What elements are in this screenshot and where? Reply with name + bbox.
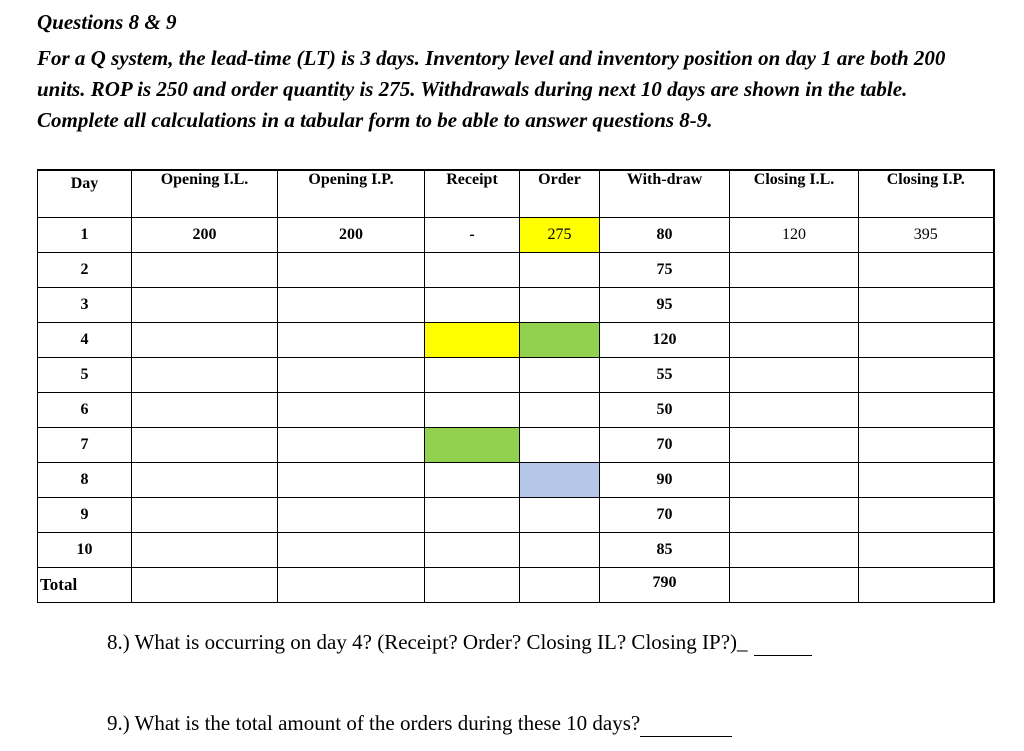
total-row <box>38 568 994 603</box>
closing-il-cell[interactable] <box>730 428 859 463</box>
receipt-cell[interactable] <box>425 393 520 428</box>
header-receipt: Receipt <box>425 170 520 218</box>
opening-ip-cell[interactable] <box>278 323 425 358</box>
header-opening-ip: Opening I.P. <box>278 170 425 218</box>
closing-ip-cell[interactable] <box>859 323 994 358</box>
receipt-cell[interactable] <box>425 463 520 498</box>
receipt-cell-highlighted[interactable] <box>425 428 520 463</box>
header-day: Day <box>38 170 132 218</box>
receipt-cell[interactable] <box>425 253 520 288</box>
question-8-text: 8.) What is occurring on day 4? (Receipt? Order? Closing IL? Closing IP?)_ <box>107 630 748 654</box>
day-cell: 6 <box>38 393 132 428</box>
table-row <box>38 253 994 288</box>
header-opening-il: Opening I.L. <box>132 170 278 218</box>
order-cell[interactable] <box>520 498 600 533</box>
opening-ip-cell[interactable] <box>278 533 425 568</box>
header-order: Order <box>520 170 600 218</box>
day-cell: 1 <box>38 218 132 253</box>
answer-8-blank[interactable] <box>754 630 812 656</box>
opening-ip-cell[interactable] <box>278 463 425 498</box>
question-8 <box>107 630 812 656</box>
table-row <box>38 218 994 253</box>
order-cell-highlighted[interactable] <box>520 323 600 358</box>
day-cell: 3 <box>38 288 132 323</box>
opening-ip-cell[interactable] <box>278 428 425 463</box>
questions-title: Questions 8 & 9 <box>37 10 177 34</box>
closing-il-cell[interactable] <box>730 253 859 288</box>
problem-statement: For a Q system, the lead-time (LT) is 3 days. Inventory level and inventory position on day 1 are both 200 units. ROP is 250 and order quantity is 275. Withdrawals during next 10 days are shown in the table. Complete all calculations in a tabular form to be able to answer questions 8-9. <box>37 46 946 132</box>
total-opening-il-cell[interactable] <box>132 568 278 603</box>
opening-il-cell[interactable] <box>132 463 278 498</box>
order-cell[interactable] <box>520 253 600 288</box>
closing-ip-cell[interactable] <box>859 428 994 463</box>
withdraw-cell: 85 <box>600 533 730 568</box>
opening-ip-cell[interactable] <box>278 358 425 393</box>
opening-il-cell[interactable]: 200 <box>132 218 278 253</box>
opening-il-cell[interactable] <box>132 498 278 533</box>
withdraw-cell: 80 <box>600 218 730 253</box>
closing-il-cell[interactable]: 120 <box>730 218 859 253</box>
opening-il-cell[interactable] <box>132 428 278 463</box>
closing-il-cell[interactable] <box>730 358 859 393</box>
opening-ip-cell[interactable] <box>278 498 425 533</box>
opening-il-cell[interactable] <box>132 323 278 358</box>
opening-il-cell[interactable] <box>132 393 278 428</box>
header-closing-il: Closing I.L. <box>730 170 859 218</box>
closing-il-cell[interactable] <box>730 463 859 498</box>
order-cell[interactable] <box>520 393 600 428</box>
closing-ip-cell[interactable]: 395 <box>859 218 994 253</box>
total-opening-ip-cell[interactable] <box>278 568 425 603</box>
receipt-cell-highlighted[interactable] <box>425 323 520 358</box>
closing-ip-cell[interactable] <box>859 358 994 393</box>
receipt-cell[interactable] <box>425 498 520 533</box>
receipt-cell[interactable] <box>425 288 520 323</box>
answer-9-blank[interactable] <box>640 711 732 737</box>
day-cell: 5 <box>38 358 132 393</box>
opening-ip-cell[interactable] <box>278 393 425 428</box>
closing-il-cell[interactable] <box>730 323 859 358</box>
table-row <box>38 323 994 358</box>
table-row <box>38 358 994 393</box>
order-cell[interactable]: 275 <box>520 218 600 253</box>
closing-il-cell[interactable] <box>730 498 859 533</box>
day-cell: 4 <box>38 323 132 358</box>
opening-il-cell[interactable] <box>132 288 278 323</box>
order-cell[interactable] <box>520 358 600 393</box>
total-receipt-cell[interactable] <box>425 568 520 603</box>
day-cell: 7 <box>38 428 132 463</box>
opening-ip-cell[interactable] <box>278 288 425 323</box>
closing-il-cell[interactable] <box>730 288 859 323</box>
closing-ip-cell[interactable] <box>859 393 994 428</box>
withdraw-cell: 70 <box>600 498 730 533</box>
withdraw-cell: 90 <box>600 463 730 498</box>
receipt-cell[interactable]: - <box>425 218 520 253</box>
order-cell[interactable] <box>520 428 600 463</box>
table-row <box>38 463 994 498</box>
receipt-cell[interactable] <box>425 533 520 568</box>
table-header-row <box>38 170 994 218</box>
total-label: Total <box>38 568 132 603</box>
withdraw-cell: 120 <box>600 323 730 358</box>
opening-il-cell[interactable] <box>132 358 278 393</box>
withdraw-cell: 55 <box>600 358 730 393</box>
total-withdraw-cell: 790 <box>600 568 730 603</box>
table-row <box>38 533 994 568</box>
header-withdraw: With-draw <box>600 170 730 218</box>
total-order-cell[interactable] <box>520 568 600 603</box>
closing-ip-cell[interactable] <box>859 288 994 323</box>
day-cell: 9 <box>38 498 132 533</box>
inventory-table <box>37 169 995 603</box>
table-row <box>38 393 994 428</box>
total-closing-ip-cell[interactable] <box>859 568 994 603</box>
table-row <box>38 288 994 323</box>
table-row <box>38 498 994 533</box>
day-cell: 8 <box>38 463 132 498</box>
closing-ip-cell[interactable] <box>859 498 994 533</box>
closing-ip-cell[interactable] <box>859 253 994 288</box>
order-cell-highlighted[interactable] <box>520 463 600 498</box>
total-closing-il-cell[interactable] <box>730 568 859 603</box>
closing-il-cell[interactable] <box>730 393 859 428</box>
receipt-cell[interactable] <box>425 358 520 393</box>
closing-ip-cell[interactable] <box>859 533 994 568</box>
order-cell[interactable] <box>520 288 600 323</box>
withdraw-cell: 75 <box>600 253 730 288</box>
withdraw-cell: 50 <box>600 393 730 428</box>
question-9-text: 9.) What is the total amount of the orders during these 10 days? <box>107 711 641 735</box>
withdraw-cell: 70 <box>600 428 730 463</box>
closing-ip-cell[interactable] <box>859 463 994 498</box>
order-cell[interactable] <box>520 533 600 568</box>
table-row <box>38 428 994 463</box>
closing-il-cell[interactable] <box>730 533 859 568</box>
question-9 <box>107 711 732 737</box>
day-cell: 2 <box>38 253 132 288</box>
opening-ip-cell[interactable] <box>278 253 425 288</box>
opening-ip-cell[interactable]: 200 <box>278 218 425 253</box>
withdraw-cell: 95 <box>600 288 730 323</box>
header-closing-ip: Closing I.P. <box>859 170 994 218</box>
opening-il-cell[interactable] <box>132 253 278 288</box>
opening-il-cell[interactable] <box>132 533 278 568</box>
day-cell: 10 <box>38 533 132 568</box>
